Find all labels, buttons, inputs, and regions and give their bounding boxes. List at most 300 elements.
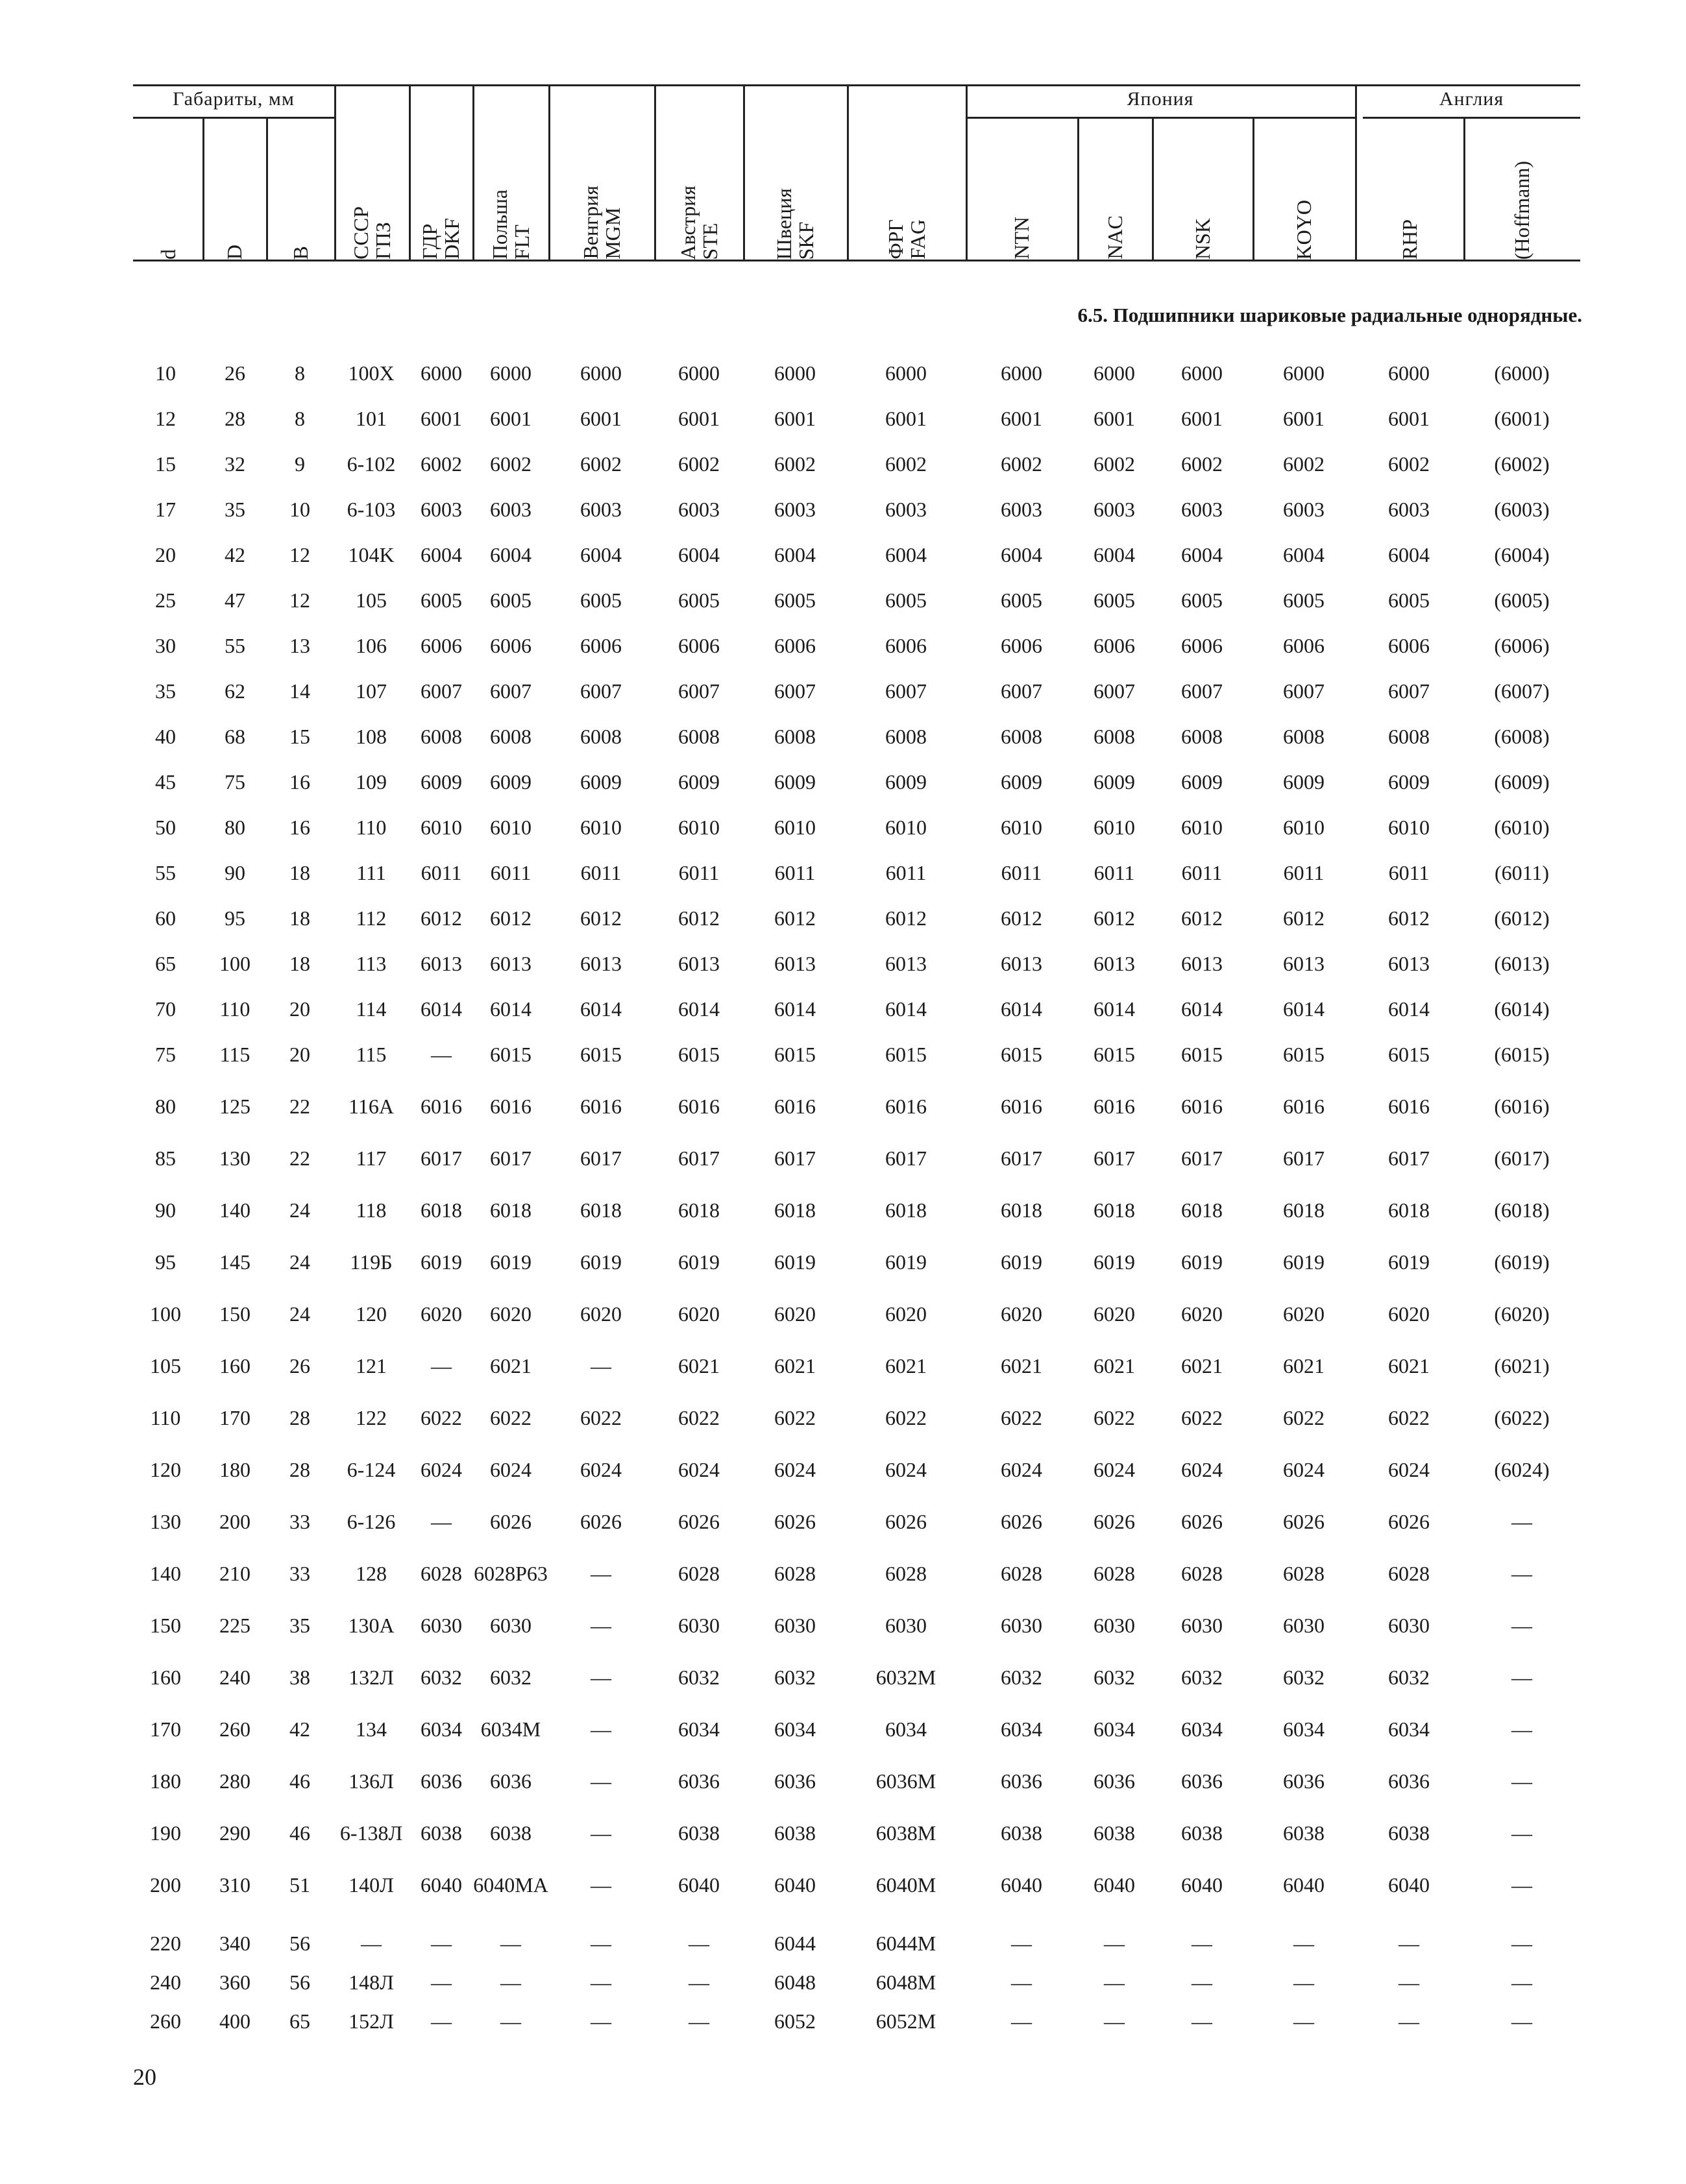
table-cell-gdr: 6011 [421, 861, 462, 884]
table-cell-austria: 6036 [678, 1769, 720, 1793]
table-cell-koyo: 6032 [1283, 1666, 1325, 1689]
table-cell-koyo: 6006 [1283, 634, 1325, 657]
table-cell-rhp: 6036 [1388, 1769, 1430, 1793]
table-cell-gdr: 6017 [421, 1147, 462, 1170]
table-cell-B: 26 [289, 1354, 310, 1377]
table-cell-austria: 6006 [678, 634, 720, 657]
table-row [0, 535, 1686, 574]
table-cell-hoffmann: — [1511, 1666, 1532, 1689]
table-cell-nac: 6007 [1093, 679, 1135, 703]
table-cell-B: 13 [289, 634, 310, 657]
table-cell-hoffmann: (6014) [1494, 997, 1550, 1021]
table-cell-hoffmann: (6005) [1494, 588, 1550, 612]
table-cell-rhp: 6034 [1388, 1717, 1430, 1741]
table-cell-hoffmann: — [1511, 1510, 1532, 1533]
table-row [0, 717, 1686, 756]
table-cell-nac: 6030 [1093, 1614, 1135, 1637]
table-cell-ussr: 117 [356, 1147, 387, 1170]
table-row [0, 1450, 1686, 1489]
table-cell-ntn: 6019 [1001, 1250, 1042, 1274]
table-cell-hungary: — [591, 1769, 611, 1793]
table-cell-hoffmann: (6016) [1494, 1095, 1550, 1118]
table-cell-rhp: 6000 [1388, 361, 1430, 385]
table-cell-koyo: 6030 [1283, 1614, 1325, 1637]
table-cell-d: 55 [155, 861, 176, 884]
table-cell-austria: 6030 [678, 1614, 720, 1637]
table-cell-gdr: — [431, 1354, 452, 1377]
table-cell-B: 42 [289, 1717, 310, 1741]
table-cell-hungary: 6003 [580, 498, 622, 521]
table-cell-B: 33 [289, 1562, 310, 1585]
table-cell-B: 35 [289, 1614, 310, 1637]
table-cell-frg: 6028 [885, 1562, 927, 1585]
table-cell-poland: 6015 [490, 1043, 531, 1066]
table-cell-D: 42 [225, 543, 245, 566]
table-cell-d: 150 [150, 1614, 181, 1637]
table-cell-ussr: — [361, 1932, 382, 1955]
table-cell-hungary: — [591, 1873, 611, 1897]
table-cell-rhp: 6016 [1388, 1095, 1430, 1118]
table-cell-sweden: 6018 [774, 1198, 816, 1222]
table-cell-hoffmann: — [1511, 1971, 1532, 1994]
table-cell-austria: — [689, 1932, 709, 1955]
table-cell-nsk: 6022 [1181, 1406, 1223, 1429]
table-cell-poland: 6003 [490, 498, 531, 521]
table-cell-rhp: 6040 [1388, 1873, 1430, 1897]
table-cell-nsk: 6006 [1181, 634, 1223, 657]
table-cell-hungary: 6016 [580, 1095, 622, 1118]
table-cell-koyo: 6013 [1283, 952, 1325, 975]
table-cell-hoffmann: — [1511, 1932, 1532, 1955]
table-cell-austria: 6000 [678, 361, 720, 385]
table-cell-d: 85 [155, 1147, 176, 1170]
table-cell-nsk: 6001 [1181, 407, 1223, 430]
table-cell-d: 10 [155, 361, 176, 385]
table-cell-nac: 6010 [1093, 816, 1135, 839]
table-cell-D: 160 [219, 1354, 250, 1377]
table-cell-nsk: 6032 [1181, 1666, 1223, 1689]
table-cell-B: 28 [289, 1458, 310, 1481]
table-cell-d: 65 [155, 952, 176, 975]
table-cell-sweden: 6036 [774, 1769, 816, 1793]
table-cell-nac: 6024 [1093, 1458, 1135, 1481]
table-cell-hoffmann: — [1511, 1614, 1532, 1637]
table-cell-ntn: 6012 [1001, 906, 1042, 930]
table-cell-gdr: 6012 [421, 906, 462, 930]
table-cell-austria: 6019 [678, 1250, 720, 1274]
table-cell-ntn: 6008 [1001, 725, 1042, 748]
table-cell-nsk: — [1191, 2009, 1212, 2033]
table-cell-austria: 6009 [678, 770, 720, 794]
table-cell-ntn: 6016 [1001, 1095, 1042, 1118]
table-cell-D: 90 [225, 861, 245, 884]
table-cell-ussr: 105 [356, 588, 387, 612]
dims-group-rule [133, 117, 334, 119]
table-cell-hoffmann: — [1511, 1873, 1532, 1897]
table-cell-sweden: 6011 [774, 861, 816, 884]
table-cell-nac: 6017 [1093, 1147, 1135, 1170]
table-cell-frg: 6017 [885, 1147, 927, 1170]
table-cell-austria: 6010 [678, 816, 720, 839]
table-cell-d: 140 [150, 1562, 181, 1585]
table-cell-frg: 6005 [885, 588, 927, 612]
col-header-austria: Австрия STE [676, 185, 722, 260]
table-cell-hungary: 6011 [580, 861, 622, 884]
col-header-nac: NAC [1103, 215, 1127, 260]
table-cell-D: 140 [219, 1198, 250, 1222]
table-cell-sweden: 6030 [774, 1614, 816, 1637]
col-header-gdr: ГДР DKF [418, 217, 463, 260]
table-cell-koyo: 6008 [1283, 725, 1325, 748]
table-cell-gdr: — [431, 1043, 452, 1066]
table-cell-d: 30 [155, 634, 176, 657]
table-cell-D: 62 [225, 679, 245, 703]
table-cell-hungary: 6001 [580, 407, 622, 430]
table-cell-B: 16 [289, 816, 310, 839]
table-cell-poland: 6005 [490, 588, 531, 612]
table-cell-frg: 6018 [885, 1198, 927, 1222]
table-cell-nsk: 6020 [1181, 1302, 1223, 1326]
table-cell-rhp: 6007 [1388, 679, 1430, 703]
table-cell-B: 24 [289, 1250, 310, 1274]
table-cell-gdr: 6019 [421, 1250, 462, 1274]
table-cell-B: 22 [289, 1095, 310, 1118]
table-cell-nac: 6028 [1093, 1562, 1135, 1585]
table-cell-frg: 6016 [885, 1095, 927, 1118]
table-cell-gdr: 6010 [421, 816, 462, 839]
table-cell-d: 170 [150, 1717, 181, 1741]
table-row [0, 1865, 1686, 1904]
table-cell-gdr: 6001 [421, 407, 462, 430]
table-cell-rhp: 6013 [1388, 952, 1430, 975]
table-cell-B: 18 [289, 906, 310, 930]
table-row [0, 1710, 1686, 1749]
table-cell-ussr: 116A [348, 1095, 394, 1118]
table-row [0, 1658, 1686, 1697]
table-cell-frg: 6024 [885, 1458, 927, 1481]
table-cell-hoffmann: — [1511, 1769, 1532, 1793]
table-cell-hoffmann: (6000) [1494, 361, 1550, 385]
table-cell-d: 45 [155, 770, 176, 794]
table-cell-hoffmann: (6022) [1494, 1406, 1550, 1429]
table-cell-gdr: — [431, 2009, 452, 2033]
table-cell-B: 28 [289, 1406, 310, 1429]
table-cell-austria: 6001 [678, 407, 720, 430]
table-cell-hoffmann: — [1511, 1717, 1532, 1741]
table-cell-austria: 6018 [678, 1198, 720, 1222]
table-cell-frg: 6026 [885, 1510, 927, 1533]
table-cell-gdr: 6030 [421, 1614, 462, 1637]
table-cell-ntn: 6034 [1001, 1717, 1042, 1741]
table-cell-B: 18 [289, 952, 310, 975]
table-cell-hoffmann: — [1511, 2009, 1532, 2033]
table-cell-nac: 6001 [1093, 407, 1135, 430]
table-cell-frg: 6030 [885, 1614, 927, 1637]
table-cell-poland: 6019 [490, 1250, 531, 1274]
table-cell-rhp: 6006 [1388, 634, 1430, 657]
table-cell-nsk: 6014 [1181, 997, 1223, 1021]
table-cell-rhp: 6030 [1388, 1614, 1430, 1637]
table-cell-nsk: 6019 [1181, 1250, 1223, 1274]
table-cell-D: 55 [225, 634, 245, 657]
table-cell-frg: 6010 [885, 816, 927, 839]
table-cell-poland: 6022 [490, 1406, 531, 1429]
table-cell-austria: — [689, 2009, 709, 2033]
table-cell-nac: — [1104, 1971, 1125, 1994]
table-cell-nac: 6005 [1093, 588, 1135, 612]
table-cell-ussr: 104K [348, 543, 395, 566]
table-cell-frg: 6036M [875, 1769, 936, 1793]
table-cell-hungary: 6012 [580, 906, 622, 930]
table-cell-B: 51 [289, 1873, 310, 1897]
table-cell-koyo: 6004 [1283, 543, 1325, 566]
table-cell-hoffmann: (6024) [1494, 1458, 1550, 1481]
table-row [0, 1398, 1686, 1437]
table-cell-austria: 6024 [678, 1458, 720, 1481]
table-cell-rhp: 6017 [1388, 1147, 1430, 1170]
table-cell-sweden: 6038 [774, 1821, 816, 1845]
table-cell-frg: 6040M [875, 1873, 936, 1897]
table-cell-nsk: 6010 [1181, 816, 1223, 839]
table-cell-hoffmann: — [1511, 1562, 1532, 1585]
table-cell-poland: 6004 [490, 543, 531, 566]
table-cell-frg: 6012 [885, 906, 927, 930]
table-cell-d: 105 [150, 1354, 181, 1377]
table-cell-D: 68 [225, 725, 245, 748]
table-cell-gdr: 6003 [421, 498, 462, 521]
table-cell-frg: 6034 [885, 1717, 927, 1741]
table-cell-poland: 6000 [490, 361, 531, 385]
table-cell-nac: 6016 [1093, 1095, 1135, 1118]
table-cell-frg: 6001 [885, 407, 927, 430]
table-cell-koyo: 6007 [1283, 679, 1325, 703]
table-cell-sweden: 6003 [774, 498, 816, 521]
table-cell-ussr: 130A [348, 1614, 395, 1637]
table-cell-D: 400 [219, 2009, 250, 2033]
table-cell-poland: 6001 [490, 407, 531, 430]
table-cell-ntn: 6013 [1001, 952, 1042, 975]
table-cell-sweden: 6012 [774, 906, 816, 930]
table-cell-gdr: 6028 [421, 1562, 462, 1585]
table-cell-sweden: 6004 [774, 543, 816, 566]
table-cell-ussr: 119Б [350, 1250, 393, 1274]
table-cell-D: 170 [219, 1406, 250, 1429]
table-cell-nsk: 6016 [1181, 1095, 1223, 1118]
table-cell-nac: 6038 [1093, 1821, 1135, 1845]
col-header-B: B [288, 245, 312, 260]
table-cell-D: 200 [219, 1510, 250, 1533]
table-cell-frg: 6038M [875, 1821, 936, 1845]
table-cell-rhp: 6015 [1388, 1043, 1430, 1066]
table-cell-B: 12 [289, 543, 310, 566]
table-cell-poland: 6021 [490, 1354, 531, 1377]
table-cell-nsk: 6002 [1181, 452, 1223, 476]
table-cell-rhp: 6038 [1388, 1821, 1430, 1845]
table-cell-nsk: — [1191, 1971, 1212, 1994]
header-bottom-rule [133, 260, 1580, 261]
table-cell-B: 22 [289, 1147, 310, 1170]
table-cell-d: 200 [150, 1873, 181, 1897]
table-cell-D: 125 [219, 1095, 250, 1118]
table-cell-d: 260 [150, 2009, 181, 2033]
table-cell-austria: 6002 [678, 452, 720, 476]
table-cell-frg: 6011 [885, 861, 927, 884]
table-row [0, 989, 1686, 1028]
table-cell-hoffmann: (6013) [1494, 952, 1550, 975]
table-cell-ussr: 121 [356, 1354, 387, 1377]
table-cell-d: 35 [155, 679, 176, 703]
table-cell-ntn: 6022 [1001, 1406, 1042, 1429]
table-cell-D: 280 [219, 1769, 250, 1793]
table-cell-ussr: 108 [356, 725, 387, 748]
table-cell-poland: 6009 [490, 770, 531, 794]
table-cell-D: 28 [225, 407, 245, 430]
page-number: 20 [133, 2064, 156, 2090]
table-cell-sweden: 6001 [774, 407, 816, 430]
table-cell-d: 20 [155, 543, 176, 566]
table-cell-ussr: 6-102 [347, 452, 396, 476]
table-cell-ussr: 136Л [348, 1769, 394, 1793]
table-cell-hoffmann: (6011) [1494, 861, 1550, 884]
table-row [0, 762, 1686, 801]
table-cell-rhp: 6002 [1388, 452, 1430, 476]
table-cell-nsk: 6004 [1181, 543, 1223, 566]
table-cell-koyo: 6022 [1283, 1406, 1325, 1429]
table-cell-poland: 6024 [490, 1458, 531, 1481]
table-cell-nsk: 6026 [1181, 1510, 1223, 1533]
table-cell-rhp: 6026 [1388, 1510, 1430, 1533]
table-cell-sweden: 6020 [774, 1302, 816, 1326]
table-cell-ussr: 109 [356, 770, 387, 794]
table-cell-austria: 6017 [678, 1147, 720, 1170]
table-cell-frg: 6000 [885, 361, 927, 385]
table-cell-frg: 6008 [885, 725, 927, 748]
table-cell-poland: — [500, 2009, 521, 2033]
table-cell-frg: 6002 [885, 452, 927, 476]
table-cell-gdr: 6022 [421, 1406, 462, 1429]
table-cell-B: 10 [289, 498, 310, 521]
table-row [0, 1035, 1686, 1074]
table-cell-rhp: 6008 [1388, 725, 1430, 748]
table-cell-nac: 6019 [1093, 1250, 1135, 1274]
table-cell-poland: 6008 [490, 725, 531, 748]
table-cell-nsk: 6015 [1181, 1043, 1223, 1066]
table-cell-D: 210 [219, 1562, 250, 1585]
table-cell-koyo: 6016 [1283, 1095, 1325, 1118]
table-cell-ntn: 6026 [1001, 1510, 1042, 1533]
table-cell-rhp: 6021 [1388, 1354, 1430, 1377]
table-cell-nsk: 6024 [1181, 1458, 1223, 1481]
table-cell-d: 95 [155, 1250, 176, 1274]
table-cell-rhp: — [1399, 1971, 1419, 1994]
table-cell-D: 240 [219, 1666, 250, 1689]
table-cell-hungary: 6020 [580, 1302, 622, 1326]
table-cell-austria: 6008 [678, 725, 720, 748]
table-cell-poland: 6006 [490, 634, 531, 657]
table-row [0, 399, 1686, 438]
table-cell-D: 47 [225, 588, 245, 612]
table-cell-nsk: 6012 [1181, 906, 1223, 930]
table-cell-hungary: 6022 [580, 1406, 622, 1429]
table-cell-D: 75 [225, 770, 245, 794]
table-cell-hungary: 6007 [580, 679, 622, 703]
table-cell-D: 130 [219, 1147, 250, 1170]
table-cell-poland: 6013 [490, 952, 531, 975]
table-cell-hoffmann: — [1511, 1821, 1532, 1845]
table-cell-sweden: 6044 [774, 1932, 816, 1955]
table-cell-gdr: 6024 [421, 1458, 462, 1481]
table-cell-D: 340 [219, 1932, 250, 1955]
table-cell-austria: 6026 [678, 1510, 720, 1533]
col-header-sweden: Швеция SKF [772, 188, 818, 260]
table-cell-poland: 6010 [490, 816, 531, 839]
table-cell-sweden: 6034 [774, 1717, 816, 1741]
table-cell-gdr: 6005 [421, 588, 462, 612]
table-cell-hungary: 6002 [580, 452, 622, 476]
table-cell-poland: 6016 [490, 1095, 531, 1118]
table-cell-koyo: 6028 [1283, 1562, 1325, 1585]
table-cell-poland: 6011 [490, 861, 531, 884]
table-cell-d: 12 [155, 407, 176, 430]
table-cell-koyo: 6000 [1283, 361, 1325, 385]
table-cell-austria: 6013 [678, 952, 720, 975]
table-cell-nsk: 6036 [1181, 1769, 1223, 1793]
table-cell-hungary: 6006 [580, 634, 622, 657]
table-cell-d: 160 [150, 1666, 181, 1689]
table-cell-koyo: 6005 [1283, 588, 1325, 612]
table-cell-D: 32 [225, 452, 245, 476]
table-cell-hoffmann: (6006) [1494, 634, 1550, 657]
table-cell-gdr: 6018 [421, 1198, 462, 1222]
table-cell-ntn: 6005 [1001, 588, 1042, 612]
table-cell-rhp: 6014 [1388, 997, 1430, 1021]
table-cell-frg: 6021 [885, 1354, 927, 1377]
table-cell-gdr: 6016 [421, 1095, 462, 1118]
table-cell-d: 100 [150, 1302, 181, 1326]
table-cell-sweden: 6008 [774, 725, 816, 748]
table-cell-gdr: 6038 [421, 1821, 462, 1845]
table-cell-hoffmann: (6007) [1494, 679, 1550, 703]
table-cell-D: 225 [219, 1614, 250, 1637]
table-cell-gdr: 6006 [421, 634, 462, 657]
table-cell-d: 70 [155, 997, 176, 1021]
table-cell-d: 110 [150, 1406, 181, 1429]
table-row [0, 1762, 1686, 1801]
table-cell-ussr: 120 [356, 1302, 387, 1326]
table-cell-austria: 6034 [678, 1717, 720, 1741]
table-cell-koyo: 6001 [1283, 407, 1325, 430]
table-cell-nsk: 6038 [1181, 1821, 1223, 1845]
table-cell-ussr: 6-103 [347, 498, 396, 521]
table-cell-B: 20 [289, 1043, 310, 1066]
table-cell-ussr: 6-138Л [339, 1821, 403, 1845]
table-cell-ussr: 140Л [348, 1873, 394, 1897]
table-cell-ntn: 6017 [1001, 1147, 1042, 1170]
table-cell-ussr: 112 [356, 906, 387, 930]
col-header-ussr: СССР ГПЗ [348, 206, 395, 260]
table-cell-hoffmann: (6010) [1494, 816, 1550, 839]
table-cell-hungary: 6018 [580, 1198, 622, 1222]
table-cell-ntn: 6032 [1001, 1666, 1042, 1689]
table-cell-gdr: 6008 [421, 725, 462, 748]
table-cell-hungary: 6017 [580, 1147, 622, 1170]
table-cell-sweden: 6000 [774, 361, 816, 385]
table-cell-ntn: 6004 [1001, 543, 1042, 566]
table-cell-koyo: — [1293, 1932, 1314, 1955]
table-row [0, 1191, 1686, 1230]
table-cell-koyo: 6002 [1283, 452, 1325, 476]
table-cell-austria: 6021 [678, 1354, 720, 1377]
